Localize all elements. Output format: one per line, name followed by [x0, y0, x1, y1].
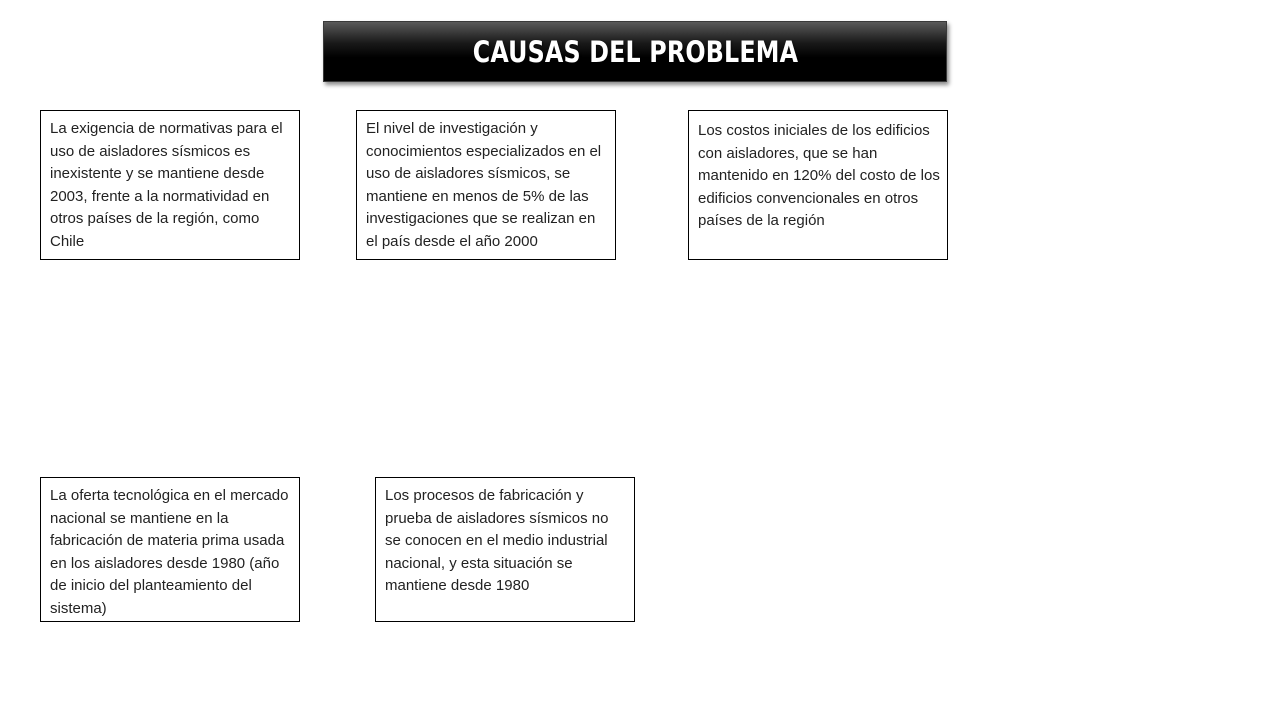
cause-box-procesos-fabricacion: Los procesos de fabricación y prueba de aisladores sísmicos no se conocen en el medio industrial nacional, y esta situación se mantiene desde 1980 [375, 477, 635, 622]
title-banner [323, 21, 947, 82]
cause-box-oferta-tecnologica: La oferta tecnológica en el mercado nacional se mantiene en la fabricación de materia prima usada en los aisladores desde 1980 (año de inicio del planteamiento del sistema) [40, 477, 300, 622]
page-title: CAUSAS DEL PROBLEMA [472, 34, 798, 69]
cause-box-investigacion: El nivel de investigación y conocimientos especializados en el uso de aisladores sísmicos, se mantiene en menos de 5% de las investigaciones que se realizan en el país desde el año 2000 [356, 110, 616, 260]
cause-box-costos: Los costos iniciales de los edificios con aisladores, que se han mantenido en 120% del costo de los edificios convencionales en otros países de la región [688, 110, 948, 260]
cause-box-normativas: La exigencia de normativas para el uso de aisladores sísmicos es inexistente y se mantiene desde 2003, frente a la normatividad en otros países de la región, como Chile [40, 110, 300, 260]
